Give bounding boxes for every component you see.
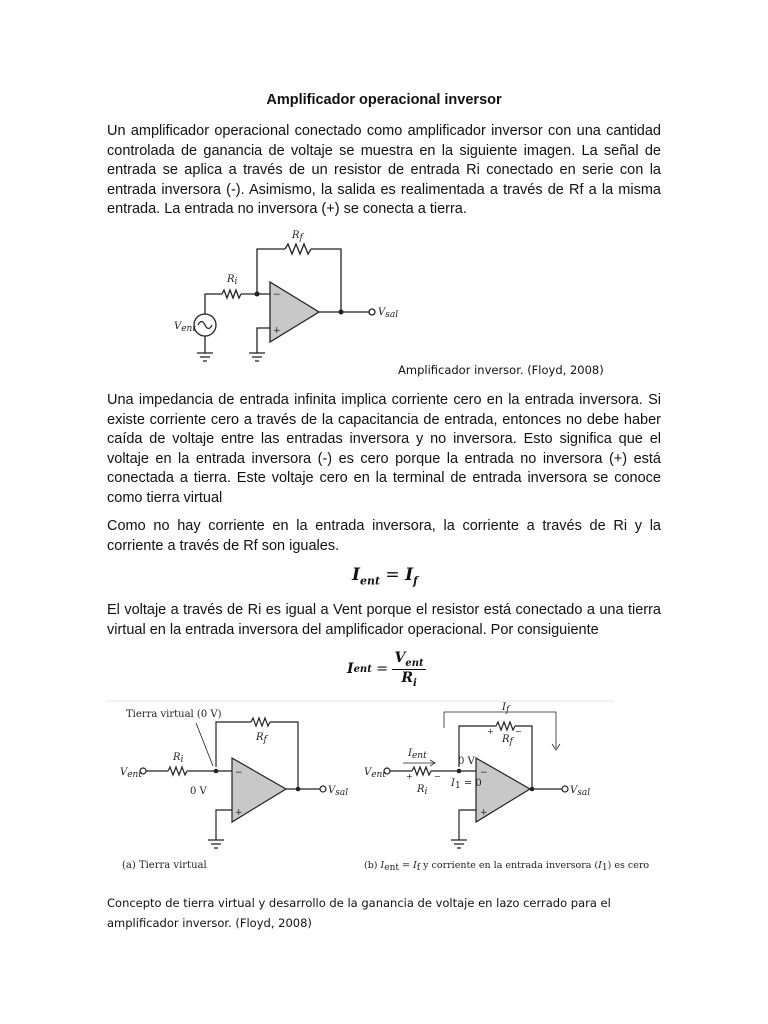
eq1-lhs: I — [352, 565, 360, 585]
eq2-equals: = — [371, 661, 393, 678]
svg-text:Vsal — [328, 785, 348, 798]
eq1-rhs-sub: f — [413, 574, 418, 588]
eq2-lhs: I — [347, 661, 354, 678]
left-vent-sub: ent — [127, 770, 142, 780]
subcap-b-i: I — [380, 860, 385, 871]
left-rf: R — [256, 732, 264, 743]
eq1-rhs: I — [405, 565, 414, 585]
figure2-caption: Concepto de tierra virtual y desarrollo de la ganancia de voltaje en lazo cerrado para el amplificador inversor. (Floyd, 2008) — [107, 896, 611, 930]
equation-current-equality — [352, 565, 418, 587]
svg-text:−: − — [235, 768, 243, 778]
tierra-virtual-label: Tierra virtual (0 V) — [126, 709, 222, 720]
subcap-b-ient-sub: ent — [384, 863, 400, 873]
svg-text:Ri — [226, 274, 238, 287]
svg-text:−: − — [434, 772, 441, 781]
right-vsal: V — [570, 785, 578, 796]
i1-sub: 1 — [454, 781, 461, 791]
subcap-b-if: I — [413, 860, 417, 871]
svg-text:Ri — [172, 752, 184, 765]
eq2-numerator — [392, 650, 425, 670]
vent-label: V — [174, 321, 182, 332]
right-plus: + — [480, 808, 488, 818]
subcap-b-i1-sub: 1 — [601, 863, 608, 873]
svg-text:+: + — [406, 772, 413, 781]
svg-text:−: − — [515, 727, 522, 736]
svg-text:Rf — [501, 734, 515, 747]
if-label: I — [502, 702, 506, 713]
zero-v-right: 0 V — [458, 756, 475, 767]
paragraph-intro: Un amplificador operacional conectado como amplificador inversor con una cantidad controlada de ganancia de voltaje se muestra en la siguiente imagen. La señal de entrada se aplica a través de un resistor de entrada Ri conectado en serie con la entrada inversora (-). Asimismo, la salida es realimentada a través de Rf a la misma entrada. La entrada no inversora (+) se conecta a tierra. — [107, 123, 661, 217]
virtual-ground-diagram — [106, 700, 650, 880]
eq2-num: V — [394, 650, 406, 666]
rf-label: R — [292, 230, 300, 241]
if-sub: f — [505, 705, 510, 715]
eq2-den-sub: i — [412, 677, 417, 689]
left-vent: V — [120, 767, 128, 778]
svg-text:Vent — [174, 321, 196, 334]
ri-sub: i — [234, 277, 238, 287]
inverting-amplifier-diagram — [165, 225, 405, 375]
svg-text:Rf — [291, 230, 305, 243]
svg-text:Vsal — [570, 785, 590, 798]
zero-v-left: 0 V — [190, 786, 207, 797]
rf-sub: f — [299, 233, 303, 243]
svg-text:Vent — [364, 767, 386, 780]
right-minus: − — [480, 768, 488, 778]
subcap-b-pre: (b) — [364, 860, 381, 871]
eq1-equals: = — [380, 565, 406, 585]
left-vsal: V — [328, 785, 336, 796]
svg-text:Vent — [120, 767, 142, 780]
paragraph-equal-currents: Como no hay corriente en la entrada inversora, la corriente a través de Ri y la corriente a través de Rf son iguales. — [107, 518, 661, 554]
svg-text:Ient — [407, 748, 427, 761]
ient-sub: ent — [411, 751, 427, 761]
eq2-den: R — [401, 669, 413, 686]
vsal-label: V — [378, 307, 386, 318]
right-vent: V — [364, 767, 372, 778]
eq2-fraction — [392, 650, 425, 689]
page-title: Amplificador operacional inversor — [266, 92, 502, 108]
left-rf-sub: f — [263, 735, 267, 745]
subcap-b-end: ) es cero — [607, 860, 650, 871]
plus-sign: + — [273, 326, 281, 336]
right-ri-sub: i — [424, 787, 428, 797]
sub-caption-b — [364, 860, 649, 873]
subcap-b-if-sub: f — [416, 863, 421, 873]
subcap-b-i1: I — [598, 860, 602, 871]
minus-sign: − — [273, 290, 281, 300]
sub-caption-a: (a) Tierra virtual — [122, 860, 207, 871]
right-rf: R — [502, 734, 510, 745]
eq2-lhs-sub: ent — [353, 663, 372, 675]
paragraph-virtual-ground: Una impedancia de entrada infinita implica corriente cero en la entrada inversora. Si existe corriente cero a través de la capacitancia de entrada, entonces no debe haber caída de voltaje entre las entradas inversora y no inversora. Esto significa que el voltaje en la entrada inversora (-) es cero porque la entrada no inversora (+) está conectada a tierra. Este voltaje cero en la terminal de entrada inversora se conoce como tierra virtual — [107, 392, 661, 506]
ient-label: I — [408, 748, 412, 759]
svg-text:Vsal — [378, 307, 398, 320]
right-ri: R — [417, 784, 425, 795]
svg-text:+: + — [235, 808, 243, 818]
svg-text:If — [501, 702, 511, 715]
i1-value: = 0 — [460, 778, 482, 789]
right-vsal-sub: sal — [577, 788, 591, 798]
vent-sub: ent — [181, 324, 196, 334]
right-vent-sub: ent — [371, 770, 386, 780]
svg-text:+: + — [487, 727, 494, 736]
left-ri-sub: i — [180, 755, 184, 765]
svg-text:Ri — [416, 784, 428, 797]
eq1-lhs-sub: ent — [359, 574, 381, 588]
i1-label: I — [451, 778, 455, 789]
left-ri: R — [173, 752, 181, 763]
eq2-denominator — [401, 670, 416, 689]
figure1-caption: Amplificador inversor. (Floyd, 2008) — [398, 363, 604, 377]
left-vsal-sub: sal — [335, 788, 349, 798]
eq2-num-sub: ent — [405, 657, 424, 669]
subcap-b-eq: = — [399, 860, 414, 871]
svg-text:Rf — [255, 732, 269, 745]
equation-ient-ratio — [347, 650, 426, 689]
subcap-b-mid: y corriente en la entrada inversora ( — [420, 860, 599, 871]
ri-label: R — [227, 274, 235, 285]
right-rf-sub: f — [509, 737, 513, 747]
vsal-sub: sal — [385, 310, 399, 320]
paragraph-ient: El voltaje a través de Ri es igual a Vent porque el resistor está conectado a una tierra virtual en la entrada inversora del amplificador operacional. Por consiguiente — [107, 602, 661, 638]
